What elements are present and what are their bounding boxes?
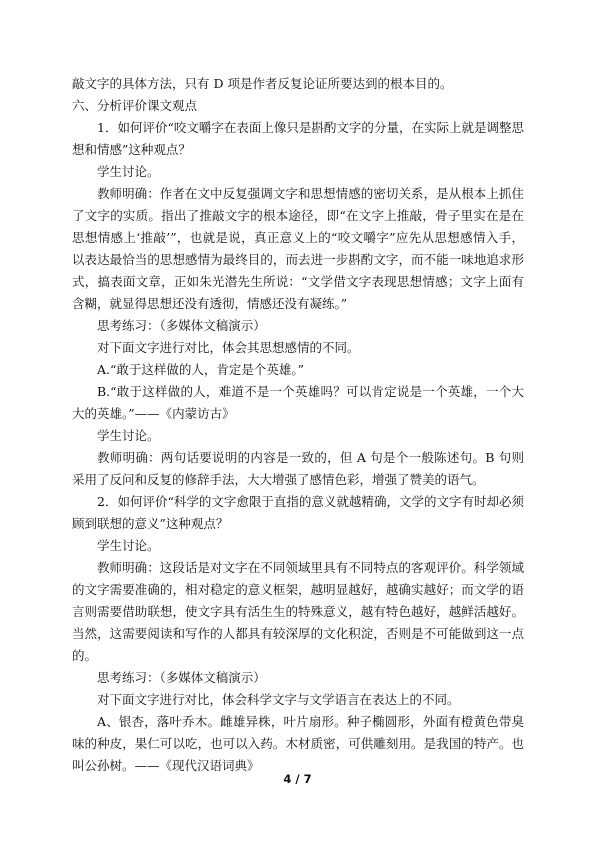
paragraph: 对下面文字进行对比，体会科学文字与文学语言在表达上的不同。 [97, 692, 460, 707]
paragraph: 1．如何评价“咬文嚼字在表面上像只是斟酌文字的分量，在实际上就是调整思想和情感”这种观点？ [72, 120, 524, 157]
page-body [72, 73, 524, 777]
paragraph: 敲文字的具体方法，只有 D 项是作者反复论证所要达到的根本目的。 [72, 76, 453, 91]
paragraph: 思考练习：（多媒体文稿演示） [97, 318, 266, 333]
paragraph: A、银杏，落叶乔木。雌雄异株，叶片扇形。种子椭圆形，外面有橙黄色带臭味的种皮，果仁可以吃，也可以入药。木材质密，可供雕刻用。是我国的特产。也叫公孙树。——《现代汉语词典》 [72, 714, 524, 773]
paragraph: 教师明确：这段话是对文字在不同领域里具有不同特点的客观评价。科学领域的文字需要准确的，相对稳定的意义框架，越明显越好，越确实越好；而文学的语言则需要借助联想，使文字具有活生生的特殊意义，越有特色越好，越鲜活越好。当然，这需要阅读和写作的人都具有较深厚的文化积淀，否则是不可能做到这一点的。 [72, 560, 524, 663]
page-number: 4 / 7 [283, 772, 312, 786]
paragraph: 教师明确：作者在文中反复强调文字和思想情感的密切关系，是从根本上抓住了文字的实质。指出了推敲文字的根本途径，即“在文字上推敲，骨子里实在是在思想情感上‘推敲’”，也就是说，真正意义上的“咬文嚼字”应先从思想感情入手，以表达最恰当的思想感情为最终目的，而去进一步斟酌文字，而不能一味地追求形式，搞表面文章，正如朱光潜先生所说：“文学借文字表现思想情感；文字上面有含糊，就显得思想还没有透彻，情感还没有凝练。” [72, 186, 524, 311]
paragraph: 2．如何评价“科学的文字愈限于直指的意义就越精确，文学的文字有时却必须顾到联想的意义”这种观点？ [72, 494, 524, 531]
paragraph: 学生讨论。 [97, 164, 160, 179]
paragraph: 学生讨论。 [97, 538, 160, 553]
paragraph: B.“敢于这样做的人，难道不是一个英雄吗？可以肯定说是一个英雄，一个大大的英雄。”——《内蒙访古》 [72, 384, 524, 421]
paragraph: 六、分析评价课文观点 [72, 98, 198, 113]
paragraph: A.“敢于这样做的人，肯定是个英雄。” [97, 362, 305, 377]
paragraph: 教师明确：两句话要说明的内容是一致的，但 A 句是个一般陈述句。B 句则采用了反问和反复的修辞手法，大大增强了感情色彩，增强了赞美的语气。 [72, 450, 524, 487]
paragraph: 对下面文字进行对比，体会其思想感情的不同。 [97, 340, 360, 355]
paragraph: 学生讨论。 [97, 428, 160, 443]
paragraph: 思考练习：（多媒体文稿演示） [97, 670, 266, 685]
